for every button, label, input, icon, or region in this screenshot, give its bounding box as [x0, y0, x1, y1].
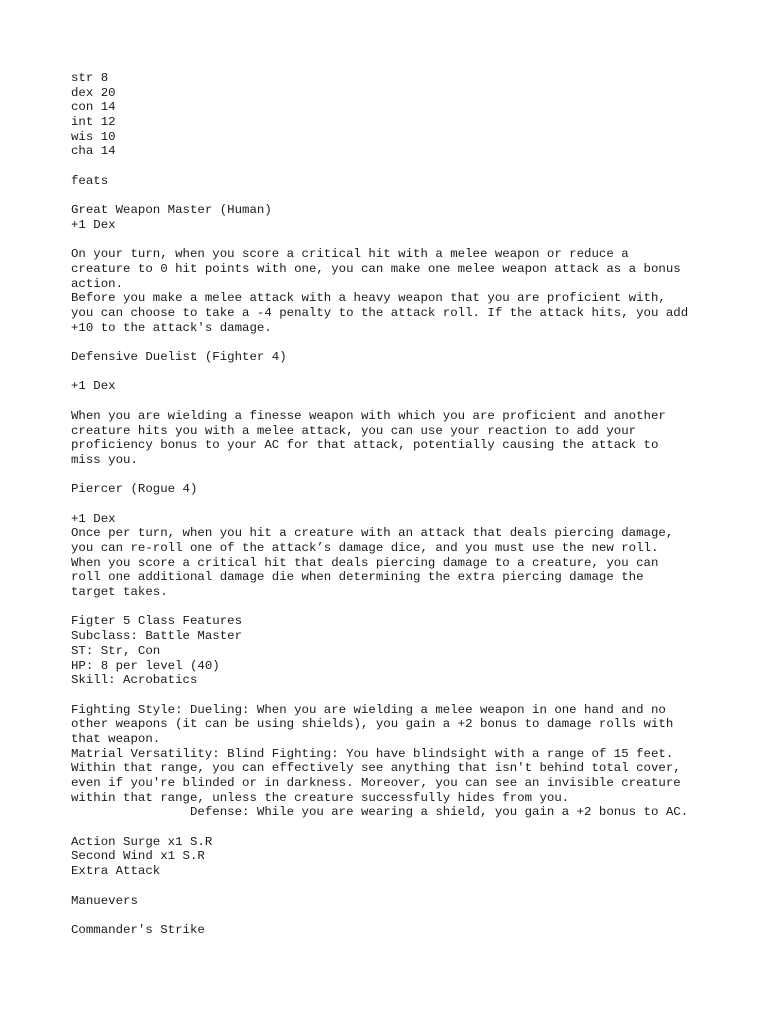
blank-line: [71, 189, 751, 204]
blank-line: [71, 233, 751, 248]
feat-text-line: action.: [71, 276, 124, 291]
feat-bonus: +1 Dex: [71, 217, 116, 232]
feat-text-line: you can choose to take a -4 penalty to the attack roll. If the attack hits, you add: [71, 306, 689, 320]
blank-line: [71, 159, 751, 174]
blank-line: [71, 365, 751, 380]
feat-text-line: creature hits you with a melee attack, you can use your reaction to add your: [71, 423, 637, 438]
ability-line: Action Surge x1 S.R: [71, 834, 213, 849]
blank-line: [71, 820, 751, 835]
document-page: [71, 71, 751, 938]
feat-title: Defensive Duelist (Fighter 4): [71, 350, 287, 365]
stat-line: cha 14: [71, 144, 116, 159]
maneuver-item: Commander's Strike: [71, 922, 205, 937]
feat-text-line: roll one additional damage die when determining the extra piercing damage the: [71, 570, 644, 585]
style-text-line: Matrial Versatility: Blind Fighting: You have blindsight with a range of 15 feet.: [71, 746, 674, 761]
stat-line: int 12: [71, 115, 116, 130]
style-text-line: Fighting Style: Dueling: When you are wielding a melee weapon in one hand and no: [71, 702, 666, 717]
class-features-heading: Figter 5 Class Features: [71, 614, 243, 629]
ability-scores: [71, 71, 751, 159]
style-text-line: Within that range, you can effectively see anything that isn't behind total cover,: [71, 761, 681, 776]
blank-line: [71, 468, 751, 483]
class-features: [71, 614, 751, 687]
feats-heading: feats: [71, 173, 109, 188]
style-text-line: other weapons (it can be using shields), you gain a +2 bonus to damage rolls with: [71, 717, 674, 732]
blank-line: [71, 879, 751, 894]
feat-text-line: proficiency bonus to your AC for that attack, potentially causing the attack to: [71, 438, 659, 453]
feat-title: Piercer (Rogue 4): [71, 482, 198, 497]
feat-text-line: you can re-roll one of the attack’s damage dice, and you must use the new roll.: [71, 541, 659, 555]
maneuvers-heading: Manuevers: [71, 893, 138, 908]
blank-line: [71, 335, 751, 350]
class-abilities: [71, 835, 751, 879]
stat-line: con 14: [71, 100, 116, 115]
feat-text-line: miss you.: [71, 452, 138, 467]
feat-title: Great Weapon Master (Human): [71, 203, 272, 218]
stat-line: wis 10: [71, 129, 116, 144]
style-text-line: even if you're blinded or in darkness. Moreover, you can see an invisible creature: [71, 776, 681, 790]
feat-bonus: +1 Dex: [71, 379, 116, 394]
stat-line: str 8: [71, 71, 109, 85]
feat-text-line: +10 to the attack's damage.: [71, 320, 272, 335]
feat-text-line: target takes.: [71, 585, 168, 600]
feat-piercer: [71, 482, 751, 600]
feat-text-line: Once per turn, when you hit a creature with an attack that deals piercing damage,: [71, 526, 674, 541]
style-text-line: Defense: While you are wearing a shield, you gain a +2 bonus to AC.: [71, 805, 689, 820]
saving-throws-line: ST: Str, Con: [71, 643, 161, 658]
feat-bonus: +1 Dex: [71, 511, 116, 526]
feat-text-line: When you are wielding a finesse weapon with which you are proficient and another: [71, 408, 666, 423]
skill-line: Skill: Acrobatics: [71, 673, 198, 688]
subclass-line: Subclass: Battle Master: [71, 629, 243, 644]
feat-text-line: Before you make a melee attack with a heavy weapon that you are proficient with,: [71, 291, 666, 306]
blank-line: [71, 688, 751, 703]
style-text-line: within that range, unless the creature successfully hides from you.: [71, 790, 570, 805]
feat-text-line: On your turn, when you score a critical hit with a melee weapon or reduce a: [71, 247, 629, 262]
blank-line: [71, 394, 751, 409]
ability-line: Extra Attack: [71, 864, 161, 879]
maneuvers-list: [71, 923, 751, 938]
style-text-line: that weapon.: [71, 731, 161, 746]
blank-line: [71, 600, 751, 615]
ability-line: Second Wind x1 S.R: [71, 849, 205, 864]
hit-points-line: HP: 8 per level (40): [71, 658, 220, 673]
feat-text-line: creature to 0 hit points with one, you can make one melee weapon attack as a bonus: [71, 261, 681, 276]
fighting-styles: [71, 703, 751, 821]
stat-line: dex 20: [71, 85, 116, 100]
feat-text-line: When you score a critical hit that deals piercing damage to a creature, you can: [71, 555, 659, 570]
feat-defensive-duelist: [71, 350, 751, 468]
blank-line: [71, 908, 751, 923]
blank-line: [71, 497, 751, 512]
feat-great-weapon-master: [71, 203, 751, 335]
